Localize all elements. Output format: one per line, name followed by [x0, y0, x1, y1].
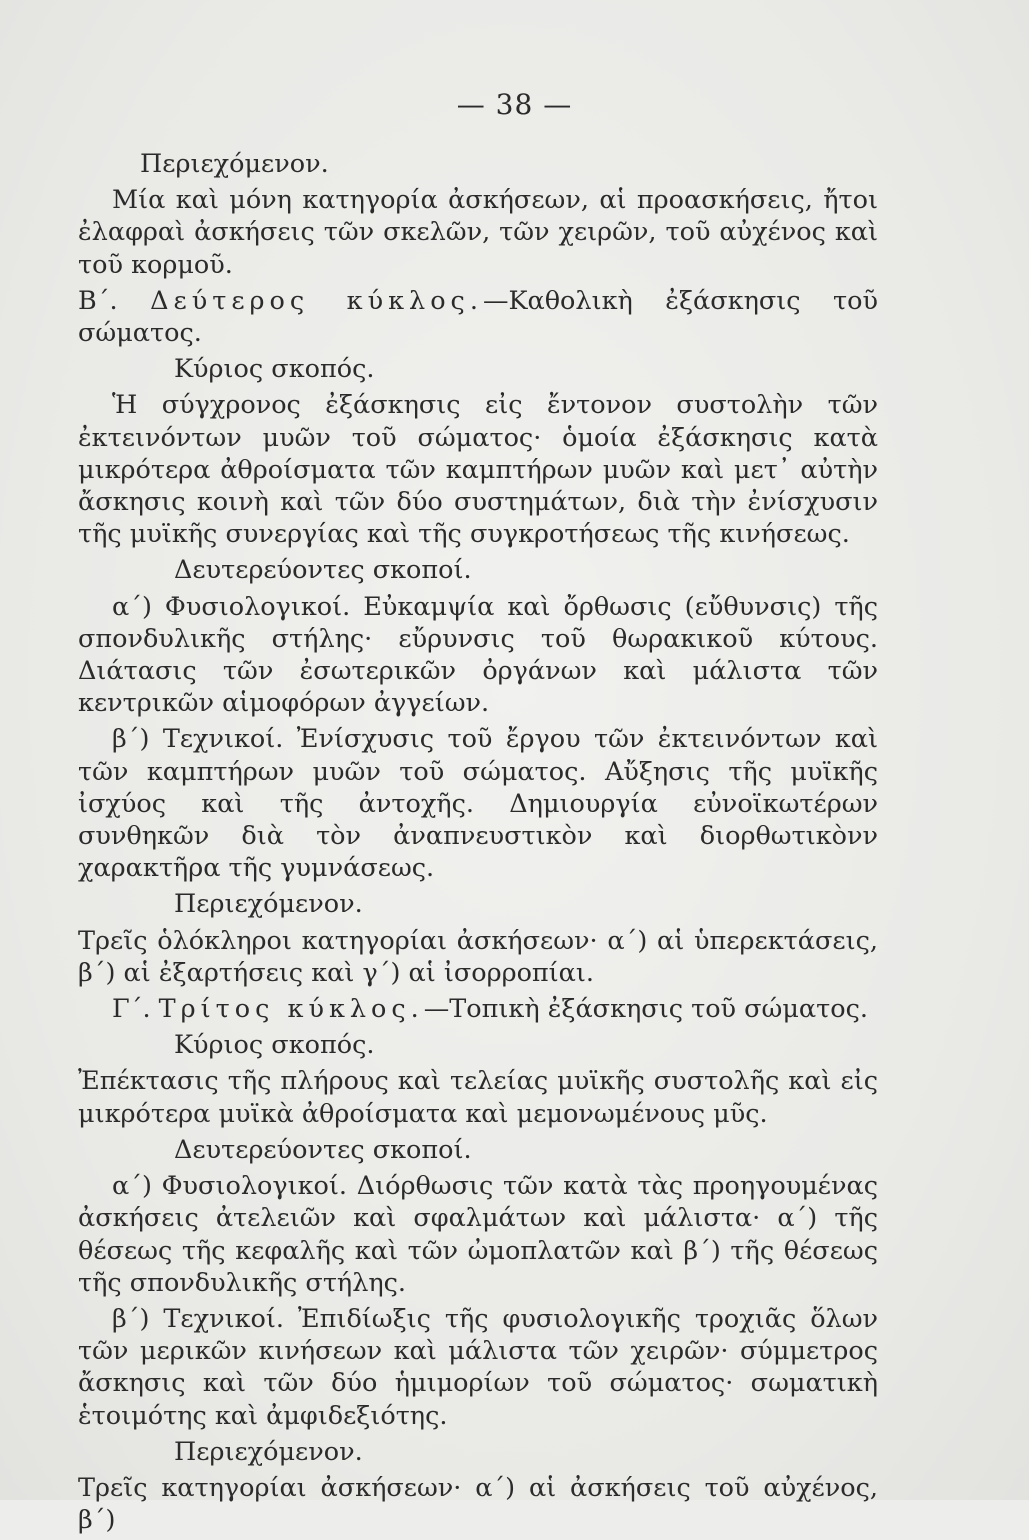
section-third-cycle-subtitle: —Τοπικὴ ἐξάσκησις τοῦ σώματος. [423, 994, 868, 1025]
heading-main-goal-1: Κύριος σκοπός. [174, 354, 375, 385]
paragraph-contents-3: Τρεῖς κατηγορίαι ἀσκήσεων· α΄) αἱ ἀσκήσεις τοῦ αὐχένος, β΄) [78, 1472, 878, 1536]
section-third-cycle-number: Γ΄. [112, 994, 159, 1025]
paragraph-physiological-2: α΄) Φυσιολογικοί. Διόρθωσις τῶν κατὰ τὰς προηγουμένας ἀσκήσεις ἀτελειῶν καὶ σφαλμάτων καὶ μάλιστα· α΄) τῆς θέσεως τῆς κεφαλῆς καὶ τῶν ὠμοπλατῶν καὶ β΄) τῆς θέσεως τῆς σπονδυλικῆς στήλης. [78, 1171, 878, 1298]
paragraph-preliminary-exercises: Μία καὶ μόνη κατηγορία ἀσκήσεων, αἱ προασκήσεις, ἤτοι ἐλαφραὶ ἀσκήσεις τῶν σκελῶν, τῶν χειρῶν, τοῦ αὐχένος καὶ τοῦ κορμοῦ. [78, 185, 878, 280]
heading-contents-1: Περιεχόμενον. [140, 149, 329, 179]
paragraph-main-goal-1: Ἡ σύγχρονος ἐξάσκησις εἰς ἔντονον συστολὴν τῶν ἐκτεινόντων μυῶν τοῦ σώματος· ὁμοία ἐξάσκησις κατὰ μικρότερα ἀθροίσματα τῶν καμπτήρων μυῶν καὶ μετ᾽ αὐτὴν ἄσκησις κοινὴ καὶ τῶν δύο συστημάτων, διὰ τὴν ἐνίσχυσιν τῆς μυϊκῆς συνεργίας καὶ τῆς συγκροτήσεως τῆς κινήσεως. [78, 390, 878, 550]
heading-contents-2: Περιεχόμενον. [174, 889, 363, 920]
body-text [78, 148, 878, 1540]
section-third-cycle-title: Τρίτος κύκλος. [158, 994, 424, 1025]
page-number: — 38 — [456, 88, 573, 121]
section-second-cycle-title: Δεύτερος κύκλος. [150, 285, 483, 316]
heading-secondary-goals-2: Δευτερεύοντες σκοποί. [174, 1134, 472, 1165]
paragraph-contents-2: Τρεῖς ὁλόκληροι κατηγορίαι ἀσκήσεων· α΄) αἱ ὑπερεκτάσεις, β΄) αἱ ἐξαρτήσεις καὶ γ΄) αἱ ἰσορροπίαι. [78, 925, 878, 988]
paragraph-technical-1: β΄) Τεχνικοί. Ἐνίσχυσις τοῦ ἔργου τῶν ἐκτεινόντων καὶ τῶν καμπτήρων μυῶν τοῦ σώματος. Αὔξησις τῆς μυϊκῆς ἰσχύος καὶ τῆς ἀντοχῆς. Δημιουργία εὐνοϊκωτέρων συνθηκῶν διὰ τὸν ἀναπνευστικὸν καὶ διορθωτικὸνν χαρακτῆρα τῆς γυμνάσεως. [78, 724, 878, 884]
heading-main-goal-2: Κύριος σκοπός. [174, 1030, 375, 1061]
paragraph-main-goal-2: Ἐπέκτασις τῆς πλήρους καὶ τελείας μυϊκῆς συστολῆς καὶ εἰς μικρότερα μυϊκὰ ἀθροίσματα καὶ μεμονωμένους μῦς. [78, 1066, 878, 1129]
section-second-cycle [78, 285, 878, 349]
heading-secondary-goals-1: Δευτερεύοντες σκοποί. [174, 555, 472, 586]
paragraph-physiological-1: α΄) Φυσιολογικοί. Εὐκαμψία καὶ ὄρθωσις (εὔθυνσις) τῆς σπονδυλικῆς στήλης· εὔρυνσις τοῦ θωρακικοῦ κύτους. Διάτασις τῶν ἐσωτερικῶν ὀργάνων καὶ μάλιστα τῶν κεντρικῶν αἱμοφόρων ἀγγείων. [78, 591, 878, 719]
section-second-cycle-subtitle: —Καθολικὴ ἐξάσκησις τοῦ σώματος. [78, 285, 878, 349]
paragraph-technical-2: β΄) Τεχνικοί. Ἐπιδίωξις τῆς φυσιολογικῆς τροχιᾶς ὅλων τῶν μερικῶν κινήσεων καὶ μάλιστα τῶν χειρῶν· σύμμετρος ἄσκησις καὶ τῶν δύο ἡμιμορίων τοῦ σώματος· σωματικὴ ἑτοιμότης καὶ ἀμφιδεξιότης. [78, 1303, 878, 1431]
heading-contents-3: Περιεχόμενον. [174, 1436, 363, 1467]
section-third-cycle [78, 993, 878, 1025]
section-second-cycle-number: Β΄. [78, 285, 151, 316]
